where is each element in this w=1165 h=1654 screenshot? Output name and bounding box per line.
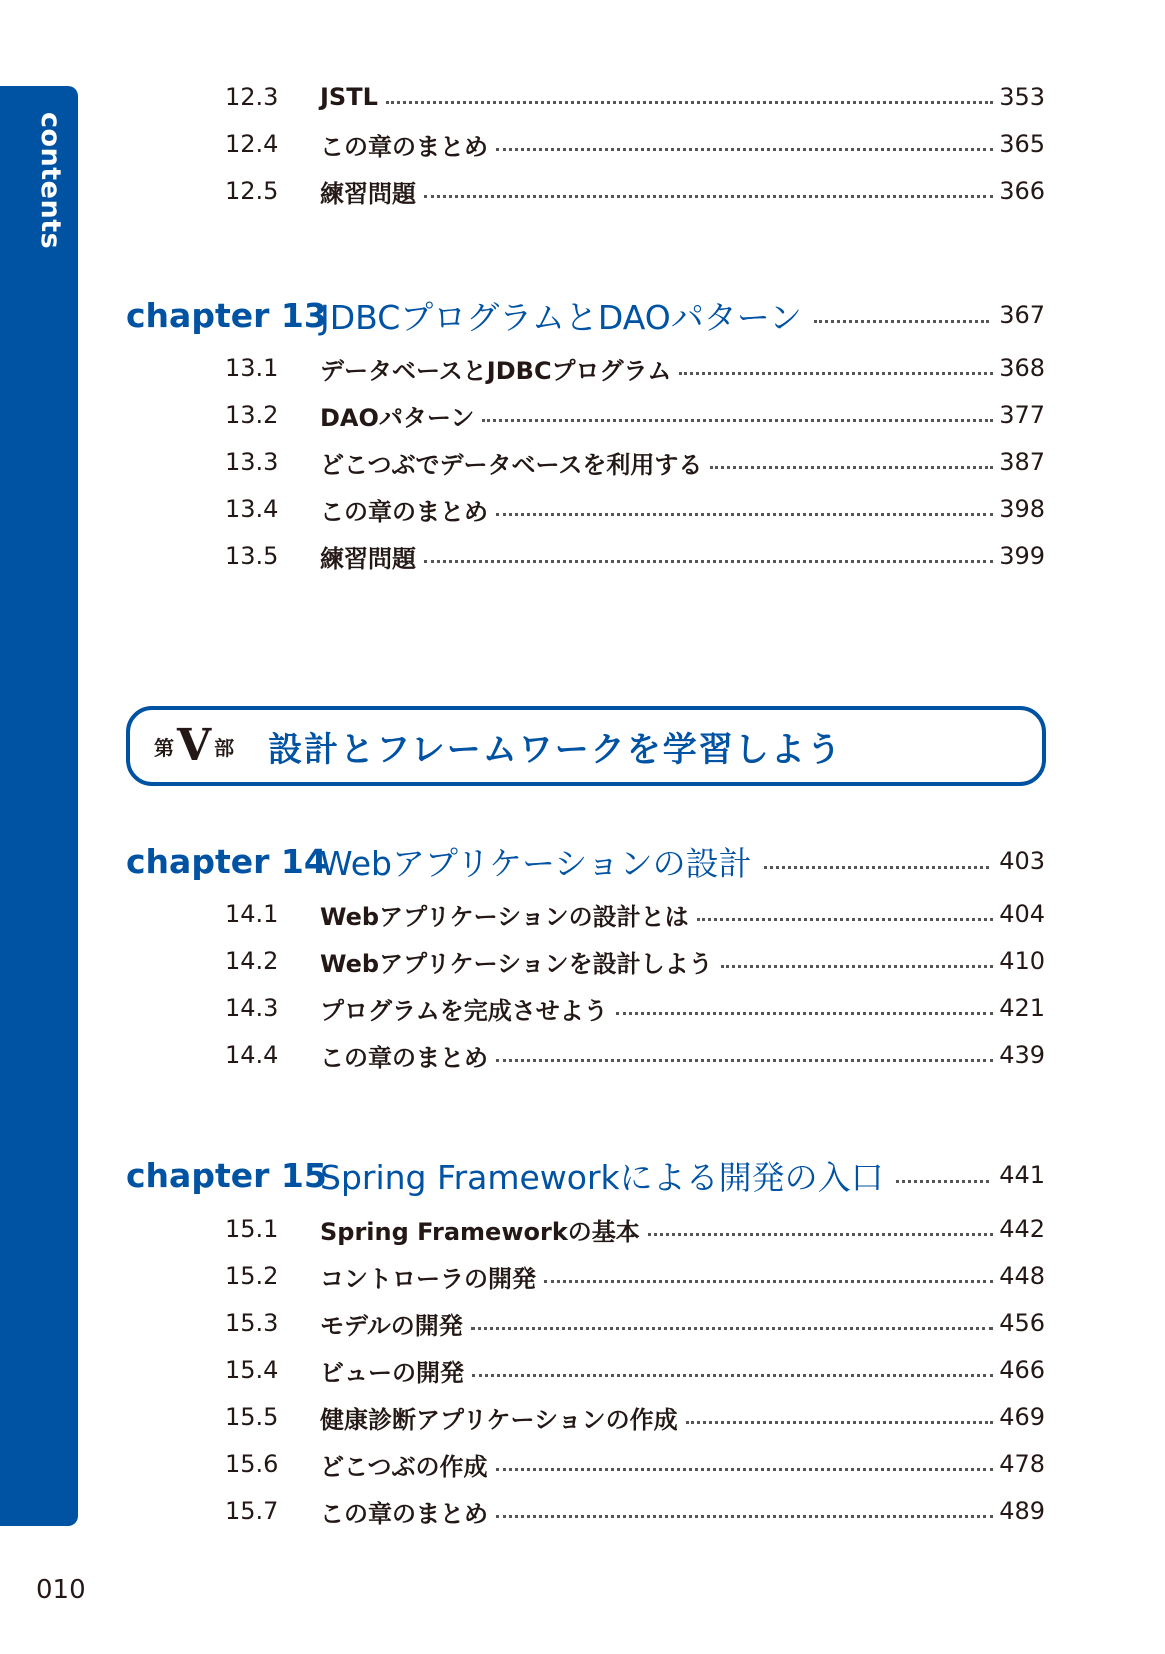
page-number: 489 [999, 1497, 1045, 1525]
section-title: 練習問題 [320, 544, 416, 573]
page-number: 442 [999, 1215, 1045, 1243]
section-title: ビューの開発 [320, 1358, 464, 1387]
page-number: 367 [999, 301, 1045, 329]
toc-entry[interactable] [225, 126, 1045, 162]
dot-leader [764, 866, 990, 869]
contents-side-tab [0, 86, 78, 1526]
toc-entry[interactable] [225, 538, 1045, 574]
dot-leader [424, 195, 993, 198]
section-title: JSTL [320, 83, 378, 111]
section-title: この章のまとめ [320, 1499, 488, 1528]
part-title: 設計とフレームワークを学習しよう [268, 729, 843, 770]
dot-leader [424, 560, 993, 563]
section-number: 14.3 [225, 994, 279, 1022]
section-title: Webアプリケーションの設計とは [320, 902, 689, 931]
chapter-label: chapter 15 [126, 1155, 327, 1195]
page-number: 448 [999, 1262, 1045, 1290]
toc-entry[interactable] [225, 1211, 1045, 1247]
chapter-heading[interactable] [126, 838, 1045, 884]
section-number: 15.6 [225, 1450, 279, 1478]
section-title: この章のまとめ [320, 497, 488, 526]
section-title: DAOパターン [320, 403, 475, 432]
toc-entry[interactable] [225, 1037, 1045, 1073]
section-number: 13.4 [225, 495, 279, 523]
page-number: 469 [999, 1403, 1045, 1431]
page-number: 439 [999, 1041, 1045, 1069]
toc-entry[interactable] [225, 1352, 1045, 1388]
dot-leader [679, 372, 993, 375]
dot-leader [482, 419, 993, 422]
page-number: 387 [999, 448, 1045, 476]
toc-entry[interactable] [225, 1446, 1045, 1482]
chapter-heading[interactable] [126, 1152, 1045, 1198]
dot-leader [496, 513, 993, 516]
page-number: 353 [999, 83, 1045, 111]
page-number: 421 [999, 994, 1045, 1022]
page-number: 404 [999, 900, 1045, 928]
section-number: 15.4 [225, 1356, 279, 1384]
page-number: 398 [999, 495, 1045, 523]
page-number: 403 [999, 847, 1045, 875]
page-number: 377 [999, 401, 1045, 429]
dot-leader [721, 965, 994, 968]
dot-leader [710, 466, 993, 469]
section-title: 練習問題 [320, 179, 416, 208]
page-number: 399 [999, 542, 1045, 570]
page-number: 410 [999, 947, 1045, 975]
dot-leader [896, 1180, 990, 1183]
section-title: どこつぶでデータベースを利用する [320, 450, 703, 479]
section-number: 15.2 [225, 1262, 279, 1290]
toc-entry[interactable] [225, 990, 1045, 1026]
dot-leader [544, 1280, 993, 1283]
section-number: 15.1 [225, 1215, 279, 1243]
section-title: モデルの開発 [320, 1311, 463, 1340]
toc-entry[interactable] [225, 444, 1045, 480]
part-numeral: V [177, 720, 212, 771]
part-prefix: 第 [154, 735, 174, 760]
chapter-title: Spring Frameworkによる開発の入口 [320, 1157, 884, 1197]
section-title: コントローラの開発 [320, 1264, 536, 1293]
dot-leader [496, 1059, 993, 1062]
chapter-heading[interactable] [126, 292, 1045, 338]
chapter-title: JDBCプログラムとDAOパターン [320, 297, 803, 337]
section-number: 12.4 [225, 130, 279, 158]
dot-leader [496, 148, 993, 151]
section-number: 12.3 [225, 83, 279, 111]
dot-leader [814, 320, 989, 323]
section-title: プログラムを完成させよう [320, 996, 608, 1025]
page-number: 456 [999, 1309, 1045, 1337]
dot-leader [472, 1374, 993, 1377]
dot-leader [616, 1012, 993, 1015]
dot-leader [697, 918, 994, 921]
section-number: 13.3 [225, 448, 279, 476]
toc-entry[interactable] [225, 350, 1045, 386]
toc-entry[interactable] [225, 943, 1045, 979]
section-title: データベースとJDBCプログラム [320, 356, 672, 385]
section-number: 15.5 [225, 1403, 279, 1431]
section-title: 健康診断アプリケーションの作成 [320, 1405, 678, 1434]
toc-entry[interactable] [225, 1258, 1045, 1294]
dot-leader [496, 1468, 994, 1471]
section-number: 14.4 [225, 1041, 279, 1069]
section-number: 13.5 [225, 542, 279, 570]
section-title: Webアプリケーションを設計しよう [320, 949, 713, 978]
section-number: 14.1 [225, 900, 279, 928]
page-folio: 010 [36, 1575, 86, 1605]
part-banner[interactable] [126, 706, 1046, 786]
dot-leader [648, 1233, 993, 1236]
section-number: 15.3 [225, 1309, 279, 1337]
toc-entry[interactable] [225, 1305, 1045, 1341]
section-number: 13.1 [225, 354, 279, 382]
dot-leader [496, 1515, 993, 1518]
chapter-label: chapter 13 [126, 295, 327, 335]
section-title: この章のまとめ [320, 1043, 488, 1072]
section-number: 14.2 [225, 947, 279, 975]
toc-entry[interactable] [225, 896, 1045, 932]
section-title: この章のまとめ [320, 132, 488, 161]
dot-leader [471, 1327, 993, 1330]
page-number: 478 [999, 1450, 1045, 1478]
page-number: 365 [999, 130, 1045, 158]
toc-entry[interactable] [225, 397, 1045, 433]
section-number: 12.5 [225, 177, 279, 205]
toc-entry[interactable] [225, 1399, 1045, 1435]
section-number: 15.7 [225, 1497, 279, 1525]
section-title: Spring Frameworkの基本 [320, 1217, 640, 1246]
page-number: 368 [999, 354, 1045, 382]
section-title: どこつぶの作成 [320, 1452, 488, 1481]
page-number: 366 [999, 177, 1045, 205]
toc-entry[interactable] [225, 79, 1045, 115]
chapter-title: Webアプリケーションの設計 [320, 843, 752, 883]
section-number: 13.2 [225, 401, 279, 429]
toc-entry[interactable] [225, 491, 1045, 527]
toc-entry[interactable] [225, 173, 1045, 209]
contents-label: contents [35, 112, 66, 250]
toc-entry[interactable] [225, 1493, 1045, 1529]
page-number: 466 [999, 1356, 1045, 1384]
page-number: 441 [999, 1161, 1045, 1189]
part-suffix: 部 [214, 735, 235, 760]
chapter-label: chapter 14 [126, 841, 327, 881]
part-number [154, 720, 235, 771]
dot-leader [686, 1421, 994, 1424]
dot-leader [386, 101, 993, 104]
